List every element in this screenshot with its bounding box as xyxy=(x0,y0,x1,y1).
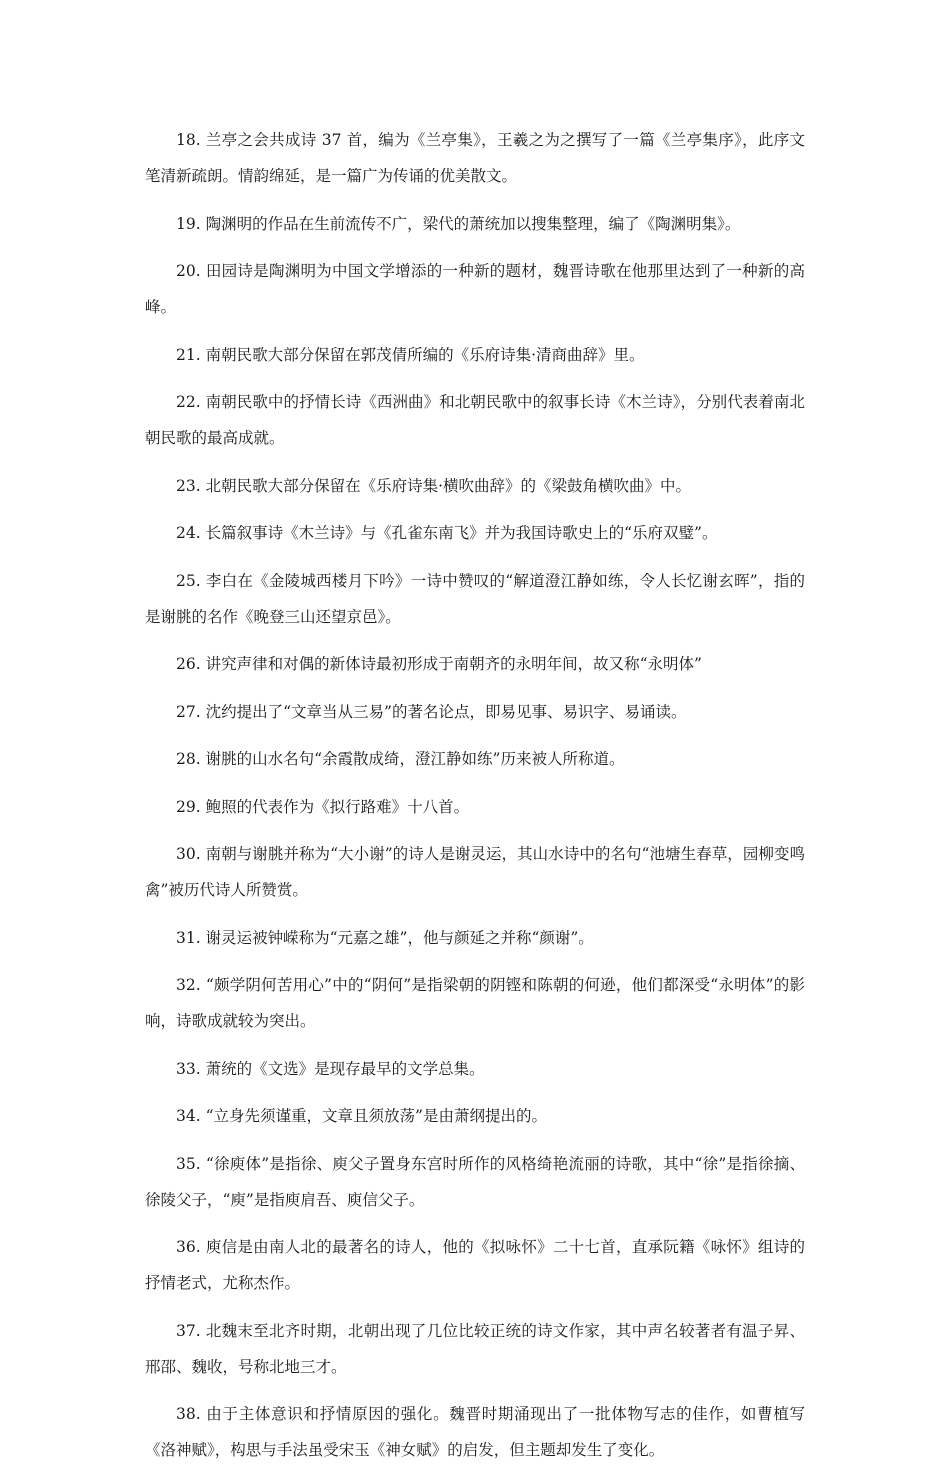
item-number: 29. xyxy=(176,797,201,816)
item-number: 26. xyxy=(176,655,201,673)
item-number: 30. xyxy=(176,845,201,863)
item-text: 北魏末至北齐时期，北朝出现了几位比较正统的诗文作家，其中声名较著者有温子昇、邢邵、魏收，号称北地三才。 xyxy=(145,1321,805,1376)
list-item xyxy=(145,1229,805,1301)
item-number: 23. xyxy=(176,476,201,495)
item-number: 18. xyxy=(176,131,201,149)
item-number: 38. xyxy=(176,1405,201,1423)
item-number: 22. xyxy=(176,393,201,411)
item-number: 36. xyxy=(176,1238,201,1256)
item-text: “颇学阴何苦用心”中的“阴何”是指梁朝的阴铿和陈朝的何逊，他们都深受“永明体”的影响，诗歌成就较为突出。 xyxy=(145,976,805,1030)
list-item xyxy=(145,337,805,373)
item-text: 南朝与谢朓并称为“大小谢”的诗人是谢灵运，其山水诗中的名句“池塘生春草，园柳变鸣禽”被历代诗人所赞赏。 xyxy=(145,845,805,899)
item-text: 田园诗是陶渊明为中国文学增添的一种新的题材，魏晋诗歌在他那里达到了一种新的高峰。 xyxy=(145,262,805,316)
item-text: 庾信是由南人北的最著名的诗人，他的《拟咏怀》二十七首，直承阮籍《咏怀》组诗的抒情老式，尤称杰作。 xyxy=(145,1238,805,1292)
item-text: 陶渊明的作品在生前流传不广，梁代的萧统加以搜集整理，编了《陶渊明集》。 xyxy=(205,214,741,233)
list-item xyxy=(145,1098,805,1134)
document-body xyxy=(145,122,805,1480)
list-item xyxy=(145,741,805,777)
list-item xyxy=(145,384,805,456)
list-item xyxy=(145,563,805,635)
item-text: 讲究声律和对偶的新体诗最初形成于南朝齐的永明年间，故又称“永明体” xyxy=(205,655,702,673)
list-item xyxy=(145,1313,805,1385)
item-number: 31. xyxy=(176,928,201,947)
item-number: 28. xyxy=(176,750,201,768)
item-text: 李白在《金陵城西楼月下吟》一诗中赞叹的“解道澄江静如练，令人长忆谢玄晖”，指的是谢朓的名作《晚登三山还望京邑》。 xyxy=(145,571,805,626)
item-number: 34. xyxy=(176,1107,201,1125)
item-number: 35. xyxy=(176,1154,201,1173)
item-text: “立身先须谨重，文章且须放荡”是由萧纲提出的。 xyxy=(205,1107,547,1125)
list-item xyxy=(145,1051,805,1087)
list-item xyxy=(145,920,805,956)
item-text: 北朝民歌大部分保留在《乐府诗集·横吹曲辞》的《梁鼓角横吹曲》中。 xyxy=(205,476,692,495)
list-item xyxy=(145,967,805,1039)
item-number: 33. xyxy=(176,1059,201,1078)
item-text: 谢灵运被钟嵘称为“元嘉之雄”，他与颜延之并称“颜谢”。 xyxy=(205,928,594,947)
item-text: 萧统的《文选》是现存最早的文学总集。 xyxy=(205,1059,485,1078)
item-text: 鲍照的代表作为《拟行路难》十八首。 xyxy=(205,797,470,816)
list-item xyxy=(145,836,805,908)
item-number: 27. xyxy=(176,702,201,721)
item-text: 谢朓的山水名句“余霞散成绮，澄江静如练”历来被人所称道。 xyxy=(205,750,625,768)
item-text: 南朝民歌中的抒情长诗《西洲曲》和北朝民歌中的叙事长诗《木兰诗》，分别代表着南北朝民歌的最高成就。 xyxy=(145,393,805,447)
item-number: 21. xyxy=(176,345,201,364)
item-number: 20. xyxy=(176,262,201,280)
item-text: 长篇叙事诗《木兰诗》与《孔雀东南飞》并为我国诗歌史上的“乐府双璧”。 xyxy=(205,524,718,542)
item-number: 19. xyxy=(176,214,201,233)
item-number: 24. xyxy=(176,524,201,542)
list-item xyxy=(145,468,805,504)
item-text: 沈约提出了“文章当从三易”的著名论点，即易见事、易识字、易诵读。 xyxy=(205,702,687,721)
list-item xyxy=(145,253,805,325)
item-text: 南朝民歌大部分保留在郭茂倩所编的《乐府诗集·清商曲辞》里。 xyxy=(205,345,645,364)
item-text: 由于主体意识和抒情原因的强化。魏晋时期涌现出了一批体物写志的佳作，如曹植写《洛神赋》，构思与手法虽受宋玉《神女赋》的启发，但主题却发生了变化。 xyxy=(145,1405,805,1459)
item-number: 32. xyxy=(176,976,201,994)
list-item xyxy=(145,206,805,242)
list-item xyxy=(145,1396,805,1468)
item-text: 兰亭之会共成诗 37 首，编为《兰亭集》，王羲之为之撰写了一篇《兰亭集序》，此序文笔清新疏朗。情韵绵延，是一篇广为传诵的优美散文。 xyxy=(145,131,805,185)
list-item xyxy=(145,515,805,551)
item-text: “徐庾体”是指徐、庾父子置身东宫时所作的风格绮艳流丽的诗歌，其中“徐”是指徐摘、徐陵父子，“庾”是指庾肩吾、庾信父子。 xyxy=(145,1154,805,1209)
list-item xyxy=(145,646,805,682)
list-item xyxy=(145,694,805,730)
item-number: 37. xyxy=(176,1321,201,1340)
list-item xyxy=(145,122,805,194)
item-number: 25. xyxy=(176,571,201,590)
list-item xyxy=(145,1146,805,1218)
list-item xyxy=(145,789,805,825)
